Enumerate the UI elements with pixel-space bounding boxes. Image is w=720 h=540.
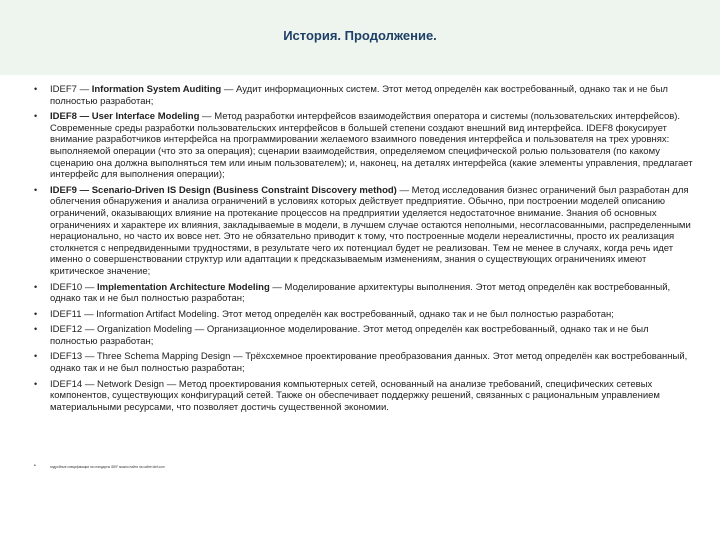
item-method-name: User Interface Modeling — [91, 111, 200, 123]
item-separator: — — [82, 351, 97, 363]
item-separator: — — [76, 111, 92, 123]
bullet-icon: • — [34, 111, 38, 122]
item-separator: — — [82, 281, 97, 293]
item-code: IDEF7 — [50, 84, 77, 95]
bullet-icon: • — [34, 463, 36, 469]
item-description: — Трёхсхемное проектирование преобразования данных. Этот метод определён как востребованный, однако так и не был полностью разработан; — [50, 351, 688, 375]
item-method-name: Information System Auditing — [91, 84, 222, 95]
list-item-idef13 — [34, 351, 694, 374]
item-separator: — — [82, 324, 97, 336]
item-code: IDEF12 — [50, 324, 83, 336]
item-description: — Метод разработки интерфейсов взаимодействия оператора и системы (пользовательских интерфейсов). Современные среды разработки пользовательских интерфейсов в большей степени создают внешний вид интерфейса. IDEF8 фокусирует внимание разработчиков интерфейса на программировании желаемого взаимного поведения интерфейса и пользователя на трех уровнях: выполняемой операции (что это за операция); сценарии взаимодействия, определяемом специфической ролью пользователя (по какому сценарию она должна выполняться тем или иным пользователем); и, наконец, на деталях интерфейса (какие элементы управления, предлагает интерфейс для выполнения операции); — [50, 111, 693, 181]
item-method-name: Scenario-Driven IS Design (Business Constraint Discovery method) — [91, 184, 397, 196]
list-item-idef11 — [34, 309, 694, 321]
item-description: — Аудит информационных систем. Этот метод определён как востребованный, однако так и не был полностью разработан; — [50, 84, 668, 107]
list-item-idef12 — [34, 324, 694, 347]
bullet-icon: • — [34, 281, 38, 292]
page-title: История. Продолжение. — [283, 28, 437, 43]
item-method-name: Information Artifact Modeling — [96, 308, 217, 320]
item-code: IDEF13 — [50, 351, 83, 363]
item-code: IDEF8 — [50, 111, 77, 123]
footnote-text: подробные спецификации на стандарты IDEF можно найти на сайте idef.com — [50, 465, 165, 469]
item-separator: — — [82, 378, 97, 390]
list-item-idef8 — [34, 111, 694, 181]
bullet-icon: • — [34, 351, 38, 362]
bullet-icon: • — [34, 378, 38, 389]
item-separator: — — [76, 184, 92, 196]
item-method-name: Implementation Architecture Modeling — [97, 281, 270, 293]
item-method-name: Network Design — [97, 378, 165, 390]
item-description: — Организационное моделирование. Этот метод определён как востребованный, однако так и не был полностью разработан; — [50, 324, 649, 347]
item-code: IDEF14 — [50, 378, 83, 390]
list-item-idef7 — [34, 84, 694, 107]
item-code: IDEF9 — [50, 184, 77, 196]
footnote — [34, 465, 694, 474]
item-method-name: Organization Modeling — [97, 324, 193, 336]
bullet-icon: • — [34, 308, 38, 319]
item-code: IDEF11 — [50, 308, 82, 320]
bullet-icon: • — [34, 84, 38, 94]
footnote-item — [34, 465, 694, 470]
item-description: . Этот метод определён как востребованный, однако так и не был полностью разработан; — [216, 308, 614, 320]
item-description: — Метод исследования бизнес ограничений был разработан для облегчения обнаружения и анализа ограничений в условиях которых действует предприятие. Обычно, при построении моделей описанию ограничений, оказывающих влияние на протекание процессов на предприятии уделяется недостаточное внимание. Знания об основных ограничениях и характере их влияния, закладываемые в модели, в лучшем случае остаются неполными, несогласованными, распределенными нерационально, но часто их вовсе нет. Это не обязательно приводит к тому, что построенные модели нереалистичны, просто их реализация столкнется с непредвиденными трудностями, в результате чего их потенциал будет не реализован. Тем не менее в случаях, когда речь идет именно о совершенствовании структур или адаптации к предсказываемым изменениям, знания о существующих ограничениях имеют критическое значение; — [50, 184, 691, 277]
list-item-idef14 — [34, 379, 694, 414]
item-description: — Моделирование архитектуры выполнения. Этот метод определён как востребованный, однако так и не был полностью разработан; — [50, 281, 671, 305]
item-description: — Метод проектирования компьютерных сетей, основанный на анализе требований, специфических сетевых компонентов, существующих конфигураций сетей. Также он обеспечивает поддержку решений, связанных с рациональным управлением материальными ресурсами, что позволяет достичь существенной экономии. — [50, 378, 660, 413]
bullet-list — [34, 84, 694, 417]
item-method-name: Three Schema Mapping Design — [96, 351, 231, 363]
bullet-icon: • — [34, 184, 38, 195]
item-code: IDEF10 — [50, 281, 83, 293]
item-separator: — — [76, 84, 92, 95]
list-item-idef9 — [34, 185, 694, 278]
bullet-icon: • — [34, 324, 38, 335]
item-separator: — — [81, 308, 97, 320]
list-item-idef10 — [34, 282, 694, 305]
